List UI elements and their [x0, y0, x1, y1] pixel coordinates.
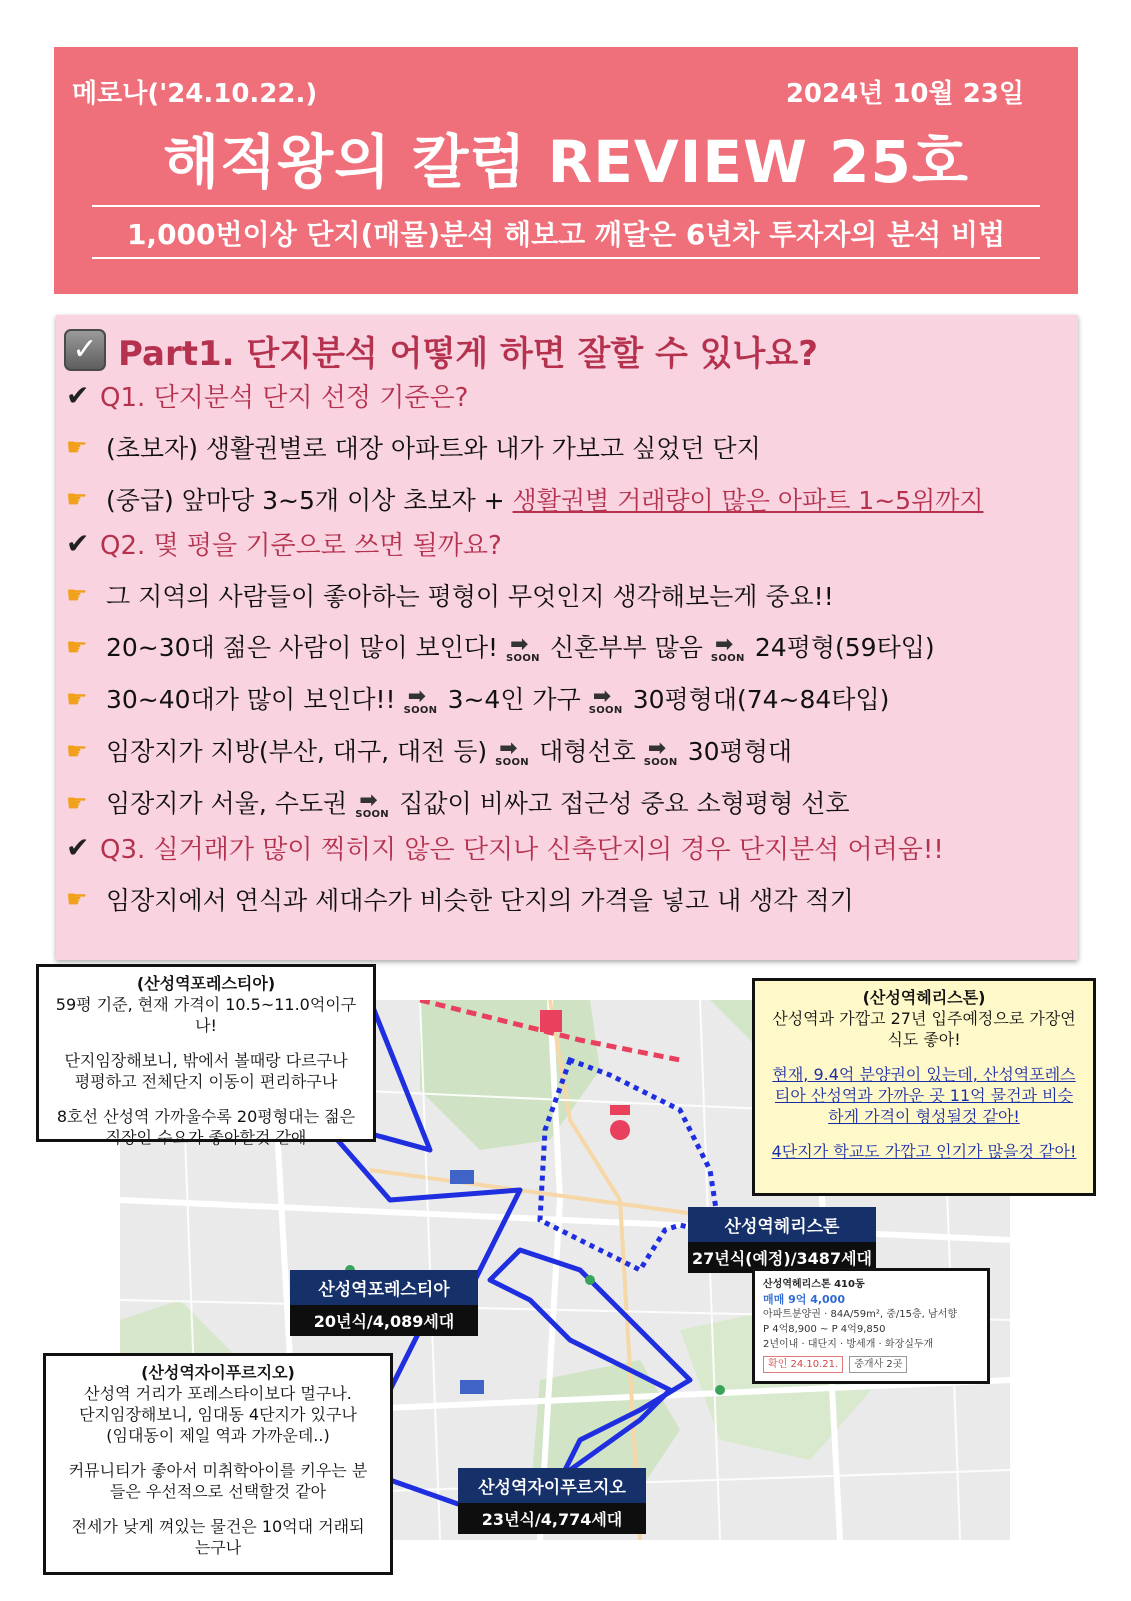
part-title	[64, 327, 818, 373]
check-mark-icon: ✔	[66, 830, 90, 864]
pointing-hand-icon: ☛	[66, 485, 88, 513]
header-date: 2024년 10월 23일	[785, 79, 1024, 109]
header-banner	[54, 47, 1078, 294]
question-text: Q2. 몇 평을 기준으로 쓰면 될까요?	[100, 530, 502, 561]
callout-line: 59평 기준, 현재 가격이 10.5~11.0억이구나!	[55, 995, 357, 1035]
header-source: 메로나('24.10.22.)	[72, 79, 318, 109]
answer-text: 임장지에서 연식과 세대수가 비슷한 단지의 가격을 넣고 내 생각 적기	[106, 886, 854, 915]
answer-text	[106, 628, 935, 666]
answer-text-part: 신혼부부 많음	[550, 633, 703, 662]
callout-line: 식도 좋아!	[887, 1030, 961, 1049]
answer-link[interactable]: 생활권별 거래량이 많은 아파트 1~5위까지	[512, 486, 984, 515]
pointing-hand-icon: ☛	[66, 581, 88, 609]
callout-line: 들은 우선적으로 선택할것 같아	[109, 1482, 327, 1501]
pointing-hand-icon: ☛	[66, 737, 88, 765]
answer-text-part: 대형선호	[539, 737, 636, 766]
answer-text-part: (중급) 앞마당 3~5개 이상 초보자 +	[106, 486, 513, 515]
complex-detail: 20년식/4,089세대	[290, 1305, 478, 1336]
pointing-hand-icon: ☛	[66, 789, 88, 817]
answer-text	[106, 481, 984, 517]
complex-label-forestia	[290, 1270, 478, 1336]
complex-name: 산성역포레스티아	[290, 1270, 478, 1305]
answer-text: (초보자) 생활권별로 대장 아파트와 내가 가보고 싶었던 단지	[106, 434, 761, 463]
complex-name: 산성역자이푸르지오	[458, 1468, 646, 1503]
soon-arrow-icon: ➡ SOON	[710, 632, 745, 664]
soon-arrow-icon: ➡ SOON	[506, 632, 540, 664]
complex-name: 산성역헤리스톤	[688, 1207, 876, 1242]
listing-price: 매매 9억 4,000	[763, 1293, 845, 1306]
answer-text-part: 20~30대 젊은 사람이 많이 보인다!	[106, 633, 499, 662]
callout-line: 전세가 낮게 껴있는 물건은 10억대 거래되	[71, 1517, 365, 1536]
answer-text-part: 30평형대(74~84타입)	[632, 685, 890, 714]
answer-item	[66, 479, 984, 519]
callout-ipureujio	[43, 1353, 393, 1575]
listing-detail: 2년이내 · 대단지 · 방세개 · 화장실두개	[763, 1339, 934, 1350]
answer-text: 그 지역의 사람들이 좋아하는 평형이 무엇인지 생각해보는게 중요!!	[106, 582, 834, 611]
callout-line: 단지임장해보니, 임대동 4단지가 있구나	[79, 1405, 357, 1424]
answer-item	[66, 879, 854, 919]
complex-detail: 27년식(예정)/3487세대	[688, 1242, 876, 1273]
answer-text-part: 30~40대가 많이 보인다!!	[106, 685, 396, 714]
listing-card	[752, 1268, 990, 1384]
answer-text-part: 30평형대	[687, 737, 793, 766]
header-divider	[92, 205, 1040, 207]
callout-line: 현재, 9.4억 분양권이 있는데, 산성역포레스	[772, 1065, 1076, 1084]
complex-label-heristone	[688, 1207, 876, 1273]
answer-item	[66, 783, 850, 823]
header-divider	[92, 257, 1040, 259]
callout-line: 단지임장해보니, 밖에서 볼때랑 다르구나	[64, 1051, 348, 1070]
soon-arrow-icon: ➡ SOON	[355, 788, 389, 820]
listing-confirm-badge: 확인 24.10.21.	[763, 1356, 843, 1373]
page-title: 해적왕의 칼럼 REVIEW 25호	[163, 128, 969, 196]
callout-line: 티아 산성역과 가까운 곳 11억 물건과 비슷	[774, 1086, 1074, 1105]
answer-text-part: 임장지가 서울, 수도권	[106, 789, 348, 818]
callout-line: 산성역 거리가 포레스타이보다 멀구나.	[84, 1384, 352, 1403]
callout-line: 평평하고 전체단지 이동이 편리하구나	[74, 1072, 338, 1091]
question-text: Q1. 단지분석 단지 선정 기준은?	[100, 382, 469, 413]
callout-line: 는구나	[194, 1538, 242, 1557]
check-mark-icon: ✔	[66, 378, 90, 412]
callout-title: (산성역자이푸르지오)	[141, 1363, 295, 1382]
callout-line: 하게 가격이 형성될것 같아!	[828, 1107, 1020, 1126]
question-q3	[66, 827, 944, 867]
answer-text-part: 집값이 비싸고 접근성 중요 소형평형 선호	[399, 789, 850, 818]
listing-title: 산성역헤리스톤 410동	[763, 1279, 865, 1290]
pointing-hand-icon: ☛	[66, 885, 88, 913]
check-mark-icon: ✔	[66, 526, 90, 560]
question-q2	[66, 523, 502, 563]
soon-arrow-icon: ➡ SOON	[495, 736, 529, 768]
callout-forestia	[36, 964, 376, 1147]
callout-line: 커뮤니티가 좋아서 미취학아이를 키우는 분	[68, 1461, 368, 1480]
callout-title: (산성역포레스티아)	[136, 974, 276, 993]
answer-text-part: 3~4인 가구	[447, 685, 581, 714]
qa-section	[56, 315, 1078, 960]
answer-item	[66, 627, 935, 667]
callout-title: (산성역헤리스톤)	[862, 988, 986, 1007]
complex-label-ipureujio	[458, 1468, 646, 1534]
pointing-hand-icon: ☛	[66, 633, 88, 661]
callout-line: (임대동이 제일 역과 가까운데..)	[106, 1426, 330, 1445]
answer-text	[106, 680, 889, 718]
callout-line: 직장인 수요가 좋아할것 같애	[105, 1128, 307, 1147]
question-text: Q3. 실거래가 많이 찍히지 않은 단지나 신축단지의 경우 단지분석 어려움!!	[100, 834, 944, 865]
part-title-text: Part1. 단지분석 어떻게 하면 잘할 수 있나요?	[118, 333, 818, 374]
listing-detail: 아파트분양권 · 84A/59m², 중/15층, 남서향	[763, 1309, 958, 1320]
pointing-hand-icon: ☛	[66, 685, 88, 713]
answer-text-part: 24평형(59타입)	[754, 633, 935, 662]
soon-arrow-icon: ➡ SOON	[403, 684, 438, 716]
listing-agent-badge[interactable]: 중개사 2곳	[849, 1356, 907, 1373]
listing-detail: P 4억8,900 ~ P 4억9,850	[763, 1324, 886, 1335]
answer-text-part: 임장지가 지방(부산, 대구, 대전 등)	[106, 737, 488, 766]
answer-text	[106, 732, 792, 770]
complex-detail: 23년식/4,774세대	[458, 1503, 646, 1534]
callout-line: 4단지가 학교도 가깝고 인기가 많을것 같아!	[771, 1142, 1077, 1161]
checkbox-icon: ✓	[64, 329, 106, 371]
page-subtitle: 1,000번이상 단지(매물)분석 해보고 깨달은 6년차 투자자의 분석 비법	[126, 218, 1006, 251]
answer-item	[66, 731, 792, 771]
soon-arrow-icon: ➡ SOON	[588, 684, 623, 716]
answer-text	[106, 784, 850, 822]
callout-heristone	[752, 978, 1096, 1196]
answer-item	[66, 575, 834, 615]
answer-item	[66, 679, 889, 719]
callout-line: 8호선 산성역 가까울수록 20평형대는 젊은	[56, 1107, 356, 1126]
pointing-hand-icon: ☛	[66, 433, 88, 461]
question-q1	[66, 375, 468, 415]
answer-item	[66, 427, 761, 467]
soon-arrow-icon: ➡ SOON	[643, 736, 678, 768]
callout-line: 산성역과 가깝고 27년 입주예정으로 가장연	[772, 1009, 1076, 1028]
